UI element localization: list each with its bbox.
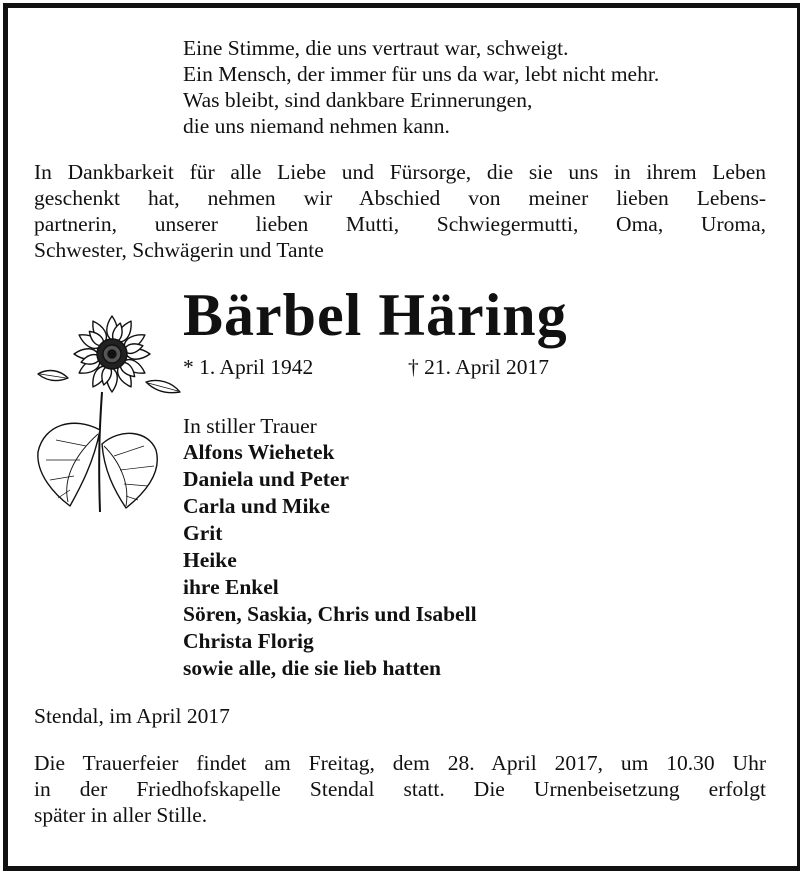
funeral-line-1: Die Trauerfeier findet am Freitag, dem 28. April 2017, um 10.30 Uhr (34, 751, 766, 775)
poem-line-2: Ein Mensch, der immer für uns da war, lebt nicht mehr. (183, 62, 660, 86)
intro-line-3: partnerin, unserer lieben Mutti, Schwiegermutti, Oma, Uroma, (34, 212, 766, 236)
funeral-line-3: später in aller Stille. (34, 803, 208, 827)
mourner-name: Daniela und Peter (183, 467, 350, 491)
mourner-name: ihre Enkel (183, 575, 279, 599)
intro-line-4: Schwester, Schwägerin und Tante (34, 238, 324, 262)
mourners-heading: In stiller Trauer (183, 414, 317, 438)
poem-line-3: Was bleibt, sind dankbare Erinnerungen, (183, 88, 533, 112)
mourner-name: Sören, Saskia, Chris und Isabell (183, 602, 477, 626)
birth-date: * 1. April 1942 (183, 355, 314, 379)
deceased-name: Bärbel Häring (183, 282, 568, 348)
poem-line-1: Eine Stimme, die uns vertraut war, schweigt. (183, 36, 569, 60)
mourner-name: Alfons Wiehetek (183, 440, 335, 464)
mourner-name: sowie alle, die sie lieb hatten (183, 656, 441, 680)
mourner-name: Christa Florig (183, 629, 314, 653)
mourner-name: Carla und Mike (183, 494, 330, 518)
mourner-name: Grit (183, 521, 223, 545)
poem-line-4: die uns niemand nehmen kann. (183, 114, 450, 138)
intro-line-1: In Dankbarkeit für alle Liebe und Fürsorge, die sie uns in ihrem Leben (34, 160, 766, 184)
funeral-line-2: in der Friedhofskapelle Stendal statt. Die Urnenbeisetzung erfolgt (34, 777, 766, 801)
death-date: † 21. April 2017 (408, 355, 549, 379)
sunflower-icon (34, 312, 184, 512)
mourner-name: Heike (183, 548, 237, 572)
place-date: Stendal, im April 2017 (34, 704, 230, 728)
intro-line-2: geschenkt hat, nehmen wir Abschied von meiner lieben Lebens- (34, 186, 766, 210)
